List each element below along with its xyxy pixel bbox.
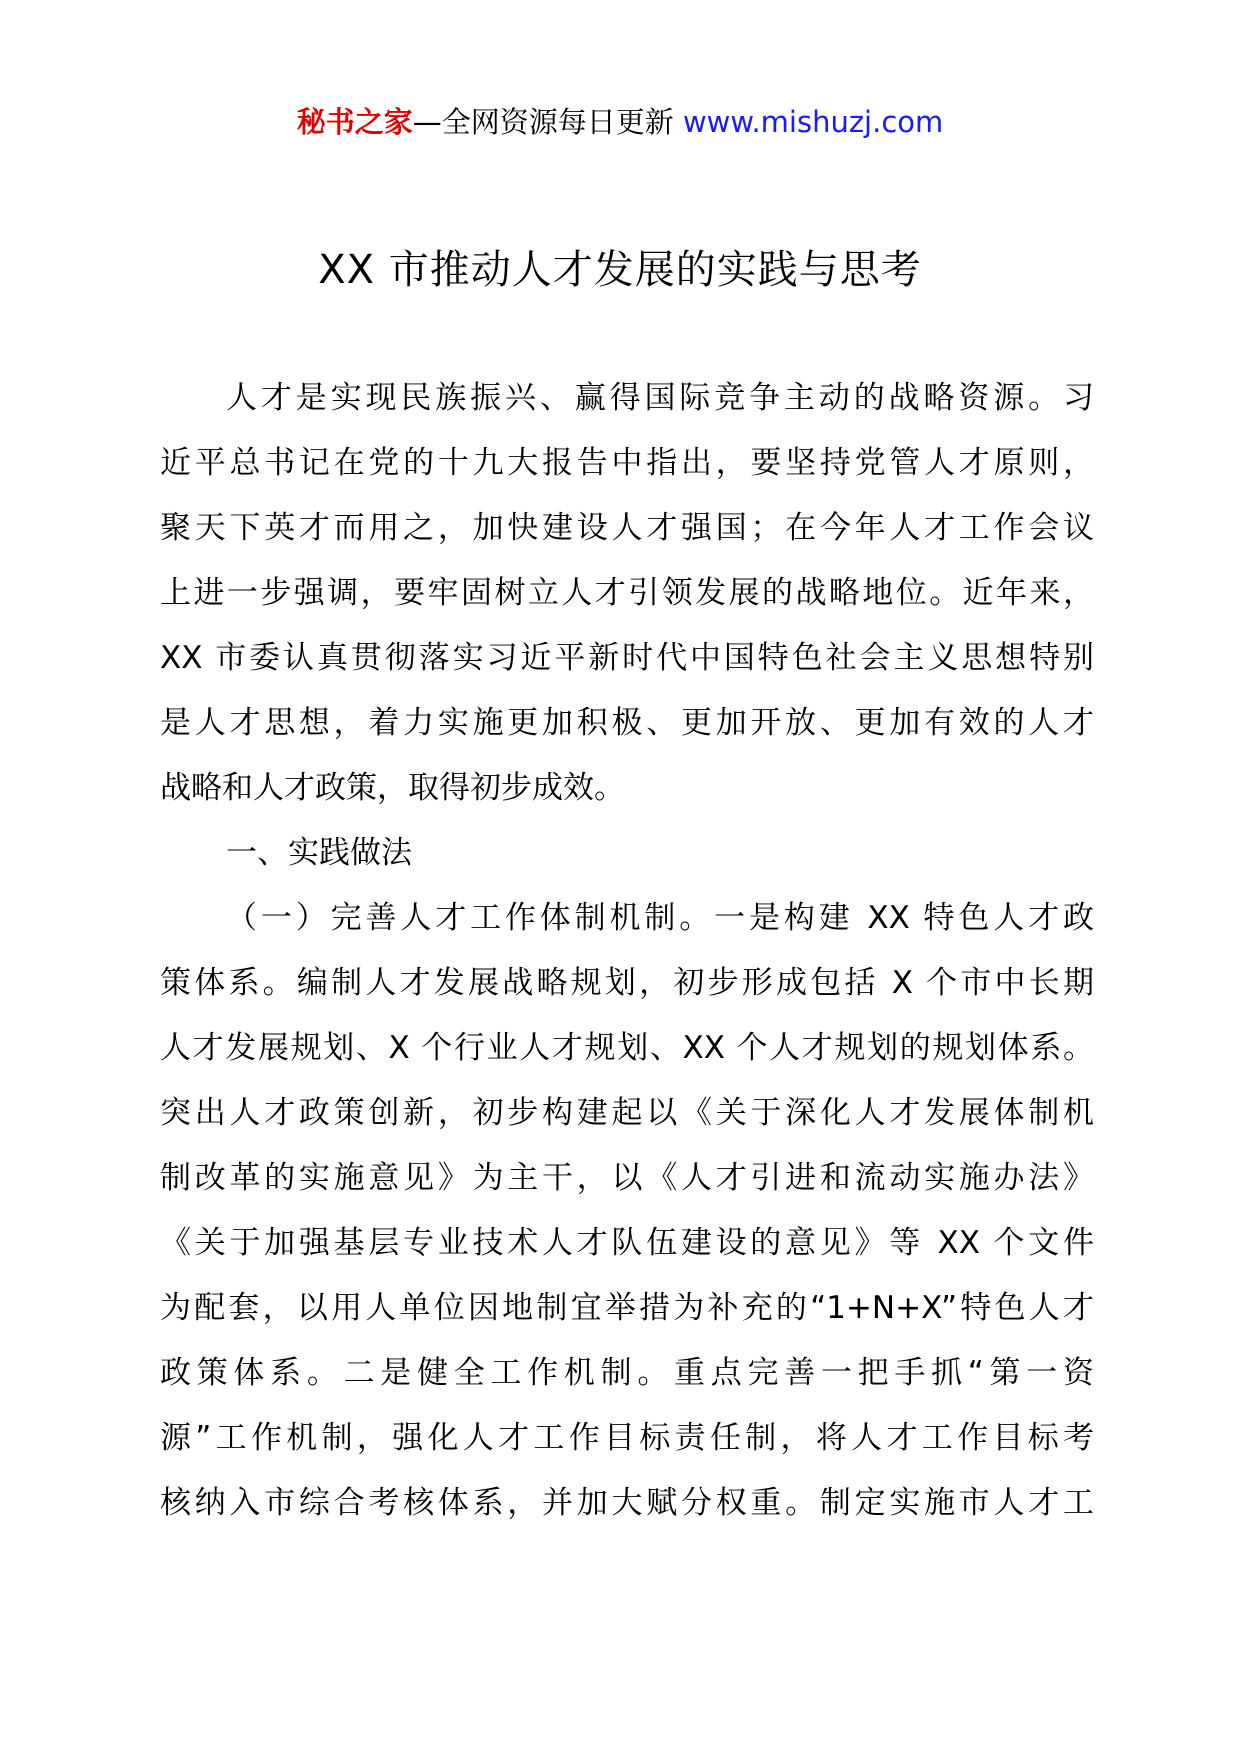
paragraph-line: 为配套，以用人单位因地制宜举措为补充的“1+N+X”特色人才 [160, 1290, 1094, 1326]
site-header [0, 100, 1240, 144]
paragraph-line: 近平总书记在党的十九大报告中指出，要坚持党管人才原则， [160, 445, 1094, 481]
paragraph-line: 是人才思想，着力实施更加积极、更加开放、更加有效的人才 [160, 705, 1094, 741]
site-slogan: —全网资源每日更新 [412, 105, 683, 139]
paragraph-line: 战略和人才政策，取得初步成效。 [160, 770, 625, 806]
paragraph-line: 《关于加强基层专业技术人才队伍建设的意见》等 XX 个文件 [160, 1225, 1094, 1261]
paragraph-line: 核纳入市综合考核体系，并加大赋分权重。制定实施市人才工 [160, 1485, 1094, 1521]
paragraph-line: XX 市委认真贯彻落实习近平新时代中国特色社会主义思想特别 [160, 640, 1094, 676]
paragraph-line: 突出人才政策创新，初步构建起以《关于深化人才发展体制机 [160, 1095, 1094, 1131]
paragraph-line: 源”工作机制，强化人才工作目标责任制，将人才工作目标考 [160, 1420, 1094, 1456]
document-body [160, 366, 1094, 1536]
paragraph-line: 人才发展规划、X 个行业人才规划、XX 个人才规划的规划体系。 [160, 1030, 1094, 1066]
paragraph-line: （一）完善人才工作体制机制。一是构建 XX 特色人才政 [226, 900, 1094, 936]
document-title: XX 市推动人才发展的实践与思考 [318, 247, 922, 293]
paragraph-line: 聚天下英才而用之，加快建设人才强国；在今年人才工作会议 [160, 510, 1094, 546]
site-url-link[interactable]: www.mishuzj.com [682, 105, 944, 139]
paragraph-line: 制改革的实施意见》为主干，以《人才引进和流动实施办法》 [160, 1160, 1094, 1196]
paragraph-line: 人才是实现民族振兴、赢得国际竞争主动的战略资源。习 [226, 380, 1094, 416]
paragraph-line: 上进一步强调，要牢固树立人才引领发展的战略地位。近年来， [160, 575, 1094, 611]
paragraph-line: 策体系。编制人才发展战略规划，初步形成包括 X 个市中长期 [160, 965, 1094, 1001]
section-heading: 一、实践做法 [226, 835, 412, 871]
site-brand: 秘书之家 [296, 105, 413, 139]
paragraph-line: 政策体系。二是健全工作机制。重点完善一把手抓“第一资 [160, 1355, 1094, 1391]
